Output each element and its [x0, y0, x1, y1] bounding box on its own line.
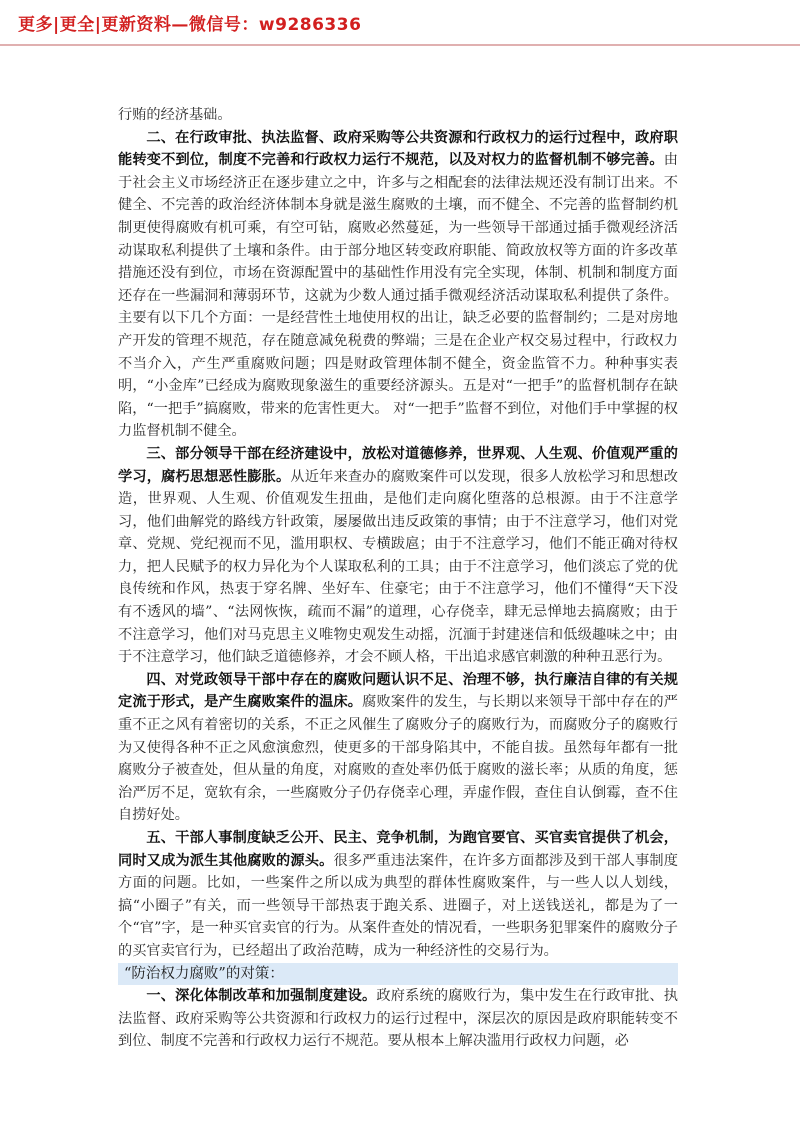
section-body: 由于社会主义市场经济正在逐步建立之中，许多与之相配套的法律法规还没有制订出来。不健全、不完善的政治经济体制本身就是滋生腐败的土壤，而不健全、不完善的监督制约机制更使得腐败有机可乘，有空可钻，腐败必然蔓延，为一些领导干部通过插手微观经济活动谋取私利提供了土壤和条件。由于部分地区转变政府职能、简政放权等方面的许多改革措施还没有到位，市场在资源配置中的基础性作用没有完全实现，体制、机制和制度方面还存在一些漏洞和薄弱环节，这就为少数人通过插手微观经济活动谋取私利提供了条件。主要有以下几个方面：一是经营性土地使用权的出让，缺乏必要的监督制约；二是对房地产开发的管理不规范，存在随意减免税费的弊端；三是在企业产权交易过程中，行政权力不当介入，产生严重腐败问题；四是财政管理体制不健全，资金监管不力。种种事实表明，“小金库”已经成为腐败现象滋生的重要经济源头。五是对“一把手”的监督机制存在缺陷，“一把手”搞腐败，带来的危害性更大。 对“一把手”监督不到位，对他们手中掌握的权力监督机制不健全。 [118, 152, 678, 440]
section-lead: 四、对党政领导干部中存在的腐败问题认识不足、治理不够，执行廉洁自律的有关规定流于形式，是产生腐败案件的温床。 [118, 671, 678, 711]
section-lead: 三、部分领导干部在经济建设中，放松对道德修养，世界观、人生观、价值观严重的学习，腐朽思想恶性膨胀。 [118, 445, 678, 485]
section-body: 从近年来查办的腐败案件可以发现，很多人放松学习和思想改造，世界观、人生观、价值观发生扭曲，是他们走向腐化堕落的总根源。由于不注意学习，他们曲解党的路线方针政策，屡屡做出违反政策的事情；由于不注意学习，他们对党章、党规、党纪视而不见，滥用职权、专横跋扈；由于不注意学习，他们不能正确对待权力，把人民赋予的权力异化为个人谋取私利的工具；由于不注意学习，他们淡忘了党的优良传统和作风，热衷于穿名牌、坐好车、住豪宅；由于不注意学习，他们不懂得“天下没有不透风的墙”、“法网恢恢，疏而不漏”的道理，心存侥幸，肆无忌惮地去搞腐败；由于不注意学习，他们对马克思主义唯物史观发生动摇，沉湎于封建迷信和低级趣味之中；由于不注意学习，他们缺乏道德修养，才会不顾人格，干出追求感官刺激的种种丑恶行为。 [118, 468, 678, 666]
countermeasure-lead: 一、深化体制改革和加强制度建设。 [146, 988, 377, 1005]
section-lead: 二、在行政审批、执法监督、政府采购等公共资源和行政权力的运行过程中，政府职能转变不到位，制度不完善和行政权力运行不规范，以及对权力的监督机制不够完善。 [118, 129, 678, 169]
wechat-promo-text: 更多|更全|更新资料—微信号：w9286336 [18, 15, 362, 35]
countermeasures-heading: “防治权力腐败”的对策： [118, 963, 678, 986]
section-body: 腐败案件的发生，与长期以来领导干部中存在的严重不正之风有着密切的关系，不正之风催生了腐败分子的腐败行为，而腐败分子的腐败行为又使得各种不正之风愈演愈烈，使更多的干部身陷其中，不能自拔。虽然每年都有一批腐败分子被查处，但从量的角度，对腐败的查处率仍低于腐败的滋长率；从质的角度，惩治严厉不足，宽软有余，一些腐败分子仍存侥幸心理，弄虚作假，查住自认倒霉，查不住自捞好处。 [118, 694, 678, 824]
countermeasure-paragraph-1 [118, 985, 678, 1053]
section-lead: 五、干部人事制度缺乏公开、民主、竞争机制，为跑官要官、买官卖官提供了机会，同时又成为派生其他腐败的源头。 [118, 830, 678, 869]
section-paragraph-3 [118, 443, 678, 669]
intro-line: 行贿的经济基础。 [118, 107, 232, 123]
section-body: 很多严重违法案件，在许多方面都涉及到干部人事制度方面的问题。比如，一些案件之所以成为典型的群体性腐败案件，与一些人以人划线，搞“小圈子”有关，而一些领导干部热衷于跑关系、进圈子，对上送钱送礼，都是为了一个“官”字，是一种买官卖官的行为。从案件查处的情况看，一些职务犯罪案件的腐败分子的买官卖官行为，已经超出了政治范畴，成为一种经济性的交易行为。 [118, 852, 678, 959]
document-body [118, 104, 678, 1053]
section-paragraph-2 [118, 127, 678, 443]
section-paragraph-5 [118, 827, 678, 963]
section-paragraph-4 [118, 669, 678, 827]
top-banner [0, 0, 800, 46]
countermeasure-body: 政府系统的腐败行为，集中发生在行政审批、执法监督、政府采购等公共资源和行政权力的运行过程中，深层次的原因是政府职能转变不到位、制度不完善和行政权力运行不规范。要从根本上解决滥用行政权力问题，必 [118, 988, 678, 1050]
